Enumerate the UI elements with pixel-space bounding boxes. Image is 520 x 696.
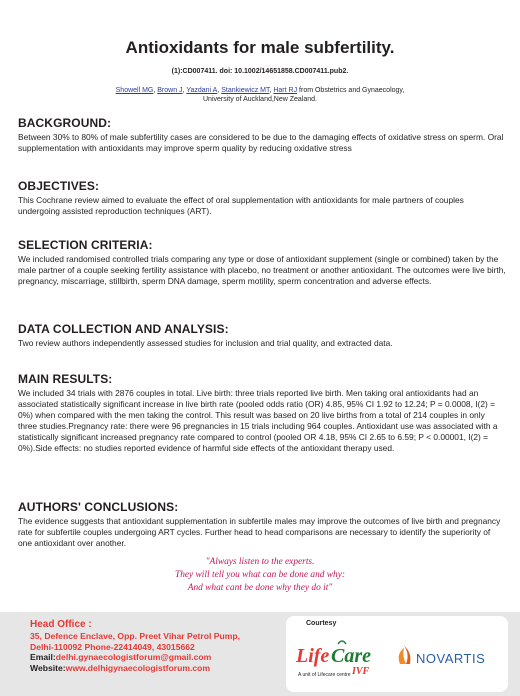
section-selection-criteria — [18, 238, 506, 287]
section-heading: AUTHORS' CONCLUSIONS: — [18, 500, 179, 514]
novartis-logo — [394, 642, 504, 672]
lifecare-tagline: A unit of Lifecare centre — [298, 672, 351, 678]
section-heading: DATA COLLECTION AND ANALYSIS: — [18, 322, 229, 336]
quote-line: And what cant be done why they do it" — [187, 583, 333, 593]
courtesy-label: Courtesy — [306, 620, 337, 627]
author-link[interactable]: Yazdani A — [186, 87, 218, 94]
affiliation-university: University of Auckland,New Zealand. — [203, 96, 317, 103]
email-label: Email: — [30, 652, 56, 663]
section-heading: SELECTION CRITERIA: — [18, 238, 153, 252]
author-separator: , — [269, 87, 274, 94]
author-link[interactable]: Brown J — [157, 87, 183, 94]
section-objectives — [18, 179, 506, 217]
section-authors-conclusions — [18, 500, 506, 549]
email-row — [30, 652, 240, 663]
citation-doi: (1):CD007411. doi: 10.1002/14651858.CD007411.pub2. — [171, 68, 349, 75]
author-separator: , — [217, 87, 222, 94]
svg-text:Care: Care — [331, 645, 371, 667]
head-office-block — [30, 620, 240, 674]
svg-text:NOVARTIS: NOVARTIS — [416, 651, 486, 666]
section-body: We included 34 trials with 2876 couples in total. Live birth: three trials reported live birth. Men taking oral antioxidants had an associated statistically significant increase in live birth rate (pooled odds ratio (OR) 4.85, 95% CI 1.92 to 12.24; P = 0.0008, I(2) = 0%) when compared with the men taking the control. This result was based on 20 live births from a total of 214 couples in only three studies.Pregnancy rate: there were 96 pregnancies in 15 trials including 964 couples. Antioxidant use was associated with a statistically significant increased pregnancy rate compared to control (pooled OR 4.18, 95% CI 2.65 to 6.59; P < 0.00001, I(2) = 0%).Side effects: no studies reported evidence of harmful side effects of the antioxidant therapy used. — [18, 388, 498, 453]
website-label: Website: — [30, 663, 66, 674]
novartis-logo-graphic — [394, 642, 504, 672]
section-main-results — [18, 372, 506, 454]
address-line: Delhi-110092 Phone-22414049, 43015662 — [30, 641, 195, 652]
section-heading: OBJECTIVES: — [18, 179, 100, 193]
website-row — [30, 663, 240, 674]
author-link[interactable]: Stankiewicz MT — [221, 87, 270, 94]
section-body: The evidence suggests that antioxidant supplementation in subfertile males may improve the outcomes of live birth and pregnancy rate for subfertile couples undergoing ART cycles. Further head to head comparisons are necessary to identify the superiority of one antioxidant over another. — [18, 516, 501, 548]
expert-quote — [0, 556, 520, 595]
author-block — [0, 86, 520, 104]
section-body: We included randomised controlled trials comparing any type or dose of antioxidant supplement (single or combined) taken by the male partner of a couple seeking fertility assistance with placebo, no treatment or another antioxidant. The outcomes were live birth, pregnancy, miscarriage, stillbirth, sperm DNA damage, sperm motility, sperm concentration and adverse effects. — [18, 254, 506, 286]
article-title: Antioxidants for male subfertility. — [125, 38, 395, 57]
author-separator: , — [182, 87, 187, 94]
author-link[interactable]: Hart RJ — [273, 87, 298, 94]
email-link[interactable]: delhi.gynaecologistforum@gmail.com — [55, 652, 212, 663]
address-line: 35, Defence Enclave, Opp. Preet Vihar Petrol Pump, — [30, 630, 240, 641]
svg-text:Life: Life — [296, 645, 330, 667]
footer — [0, 612, 520, 696]
section-background — [18, 116, 506, 154]
section-body: This Cochrane review aimed to evaluate the effect of oral supplementation with antioxidants for male partners of couples undergoing assisted reproduction techniques (ART). — [18, 195, 464, 216]
website-link[interactable]: www.delhigynaecologistforum.com — [65, 663, 211, 674]
section-heading: MAIN RESULTS: — [18, 372, 113, 386]
quote-line: They will tell you what can be done and why: — [174, 570, 346, 580]
head-office-label: Head Office : — [30, 619, 92, 630]
author-link[interactable]: Showell MG — [115, 87, 154, 94]
quote-line: "Always listen to the experts. — [205, 557, 315, 567]
section-data-collection — [18, 322, 506, 349]
svg-text:IVF: IVF — [352, 666, 370, 677]
courtesy-box — [286, 616, 508, 692]
section-body: Between 30% to 80% of male subfertility cases are considered to be due to the damaging effects of oxidative stress on sperm. Oral supplementation with antioxidants may improve sperm quality by reducing oxidative stress — [18, 132, 504, 153]
section-body: Two review authors independently assessed studies for inclusion and trial quality, and extracted data. — [18, 338, 393, 348]
section-heading: BACKGROUND: — [18, 116, 112, 130]
author-separator: , — [153, 87, 158, 94]
affiliation-text: from Obstetrics and Gynaecology, — [297, 87, 405, 94]
